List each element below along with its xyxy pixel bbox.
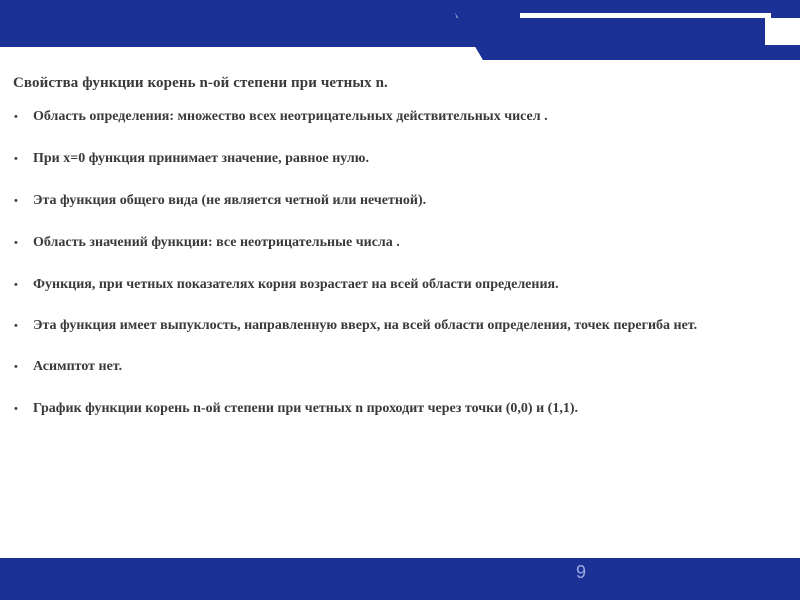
bullet-icon: •	[14, 361, 18, 373]
bullet-icon: •	[14, 195, 18, 207]
list-item-text: Эта функция имеет выпуклость, направленную вверх, на всей области определения, точек перегиба нет.	[33, 318, 698, 333]
bottom-bar	[0, 558, 800, 600]
list-item	[13, 233, 773, 252]
bullet-icon: •	[14, 237, 18, 249]
list-item	[13, 149, 773, 168]
list-item-text: График функции корень n-ой степени при четных n проходит через точки (0,0) и (1,1).	[33, 401, 578, 416]
banner-graphic	[0, 0, 800, 60]
bullet-icon: •	[14, 111, 18, 123]
properties-list	[13, 107, 773, 418]
banner-edge	[0, 45, 800, 47]
list-item-text: Область определения: множество всех неотрицательных действительных чисел .	[33, 109, 548, 124]
list-item	[13, 399, 773, 418]
list-item-text: Функция, при четных показателях корня возрастает на всей области определения.	[33, 277, 559, 292]
bullet-icon: •	[14, 320, 18, 332]
list-item	[13, 107, 773, 126]
bullet-icon: •	[14, 279, 18, 291]
list-item	[13, 357, 773, 376]
list-item-text: Область значений функции: все неотрицательные числа .	[33, 235, 400, 250]
list-item	[13, 275, 773, 294]
banner-right-top	[771, 13, 800, 18]
slide-title: Свойства функции корень n-ой степени при четных n.	[13, 75, 388, 91]
list-item-text: Эта функция общего вида (не является четной или нечетной).	[33, 193, 427, 208]
page-number: 9	[575, 562, 586, 582]
list-item-text: При x=0 функция принимает значение, равное нулю.	[33, 151, 369, 166]
banner-white-strip	[0, 45, 483, 60]
slide-content	[13, 73, 773, 440]
bullet-icon: •	[14, 153, 18, 165]
list-item-text: Асимптот нет.	[33, 359, 123, 374]
banner-right-cut	[765, 18, 800, 45]
bullet-icon: •	[14, 403, 18, 415]
list-item	[13, 316, 773, 335]
top-banner	[0, 0, 800, 60]
list-item	[13, 191, 773, 210]
